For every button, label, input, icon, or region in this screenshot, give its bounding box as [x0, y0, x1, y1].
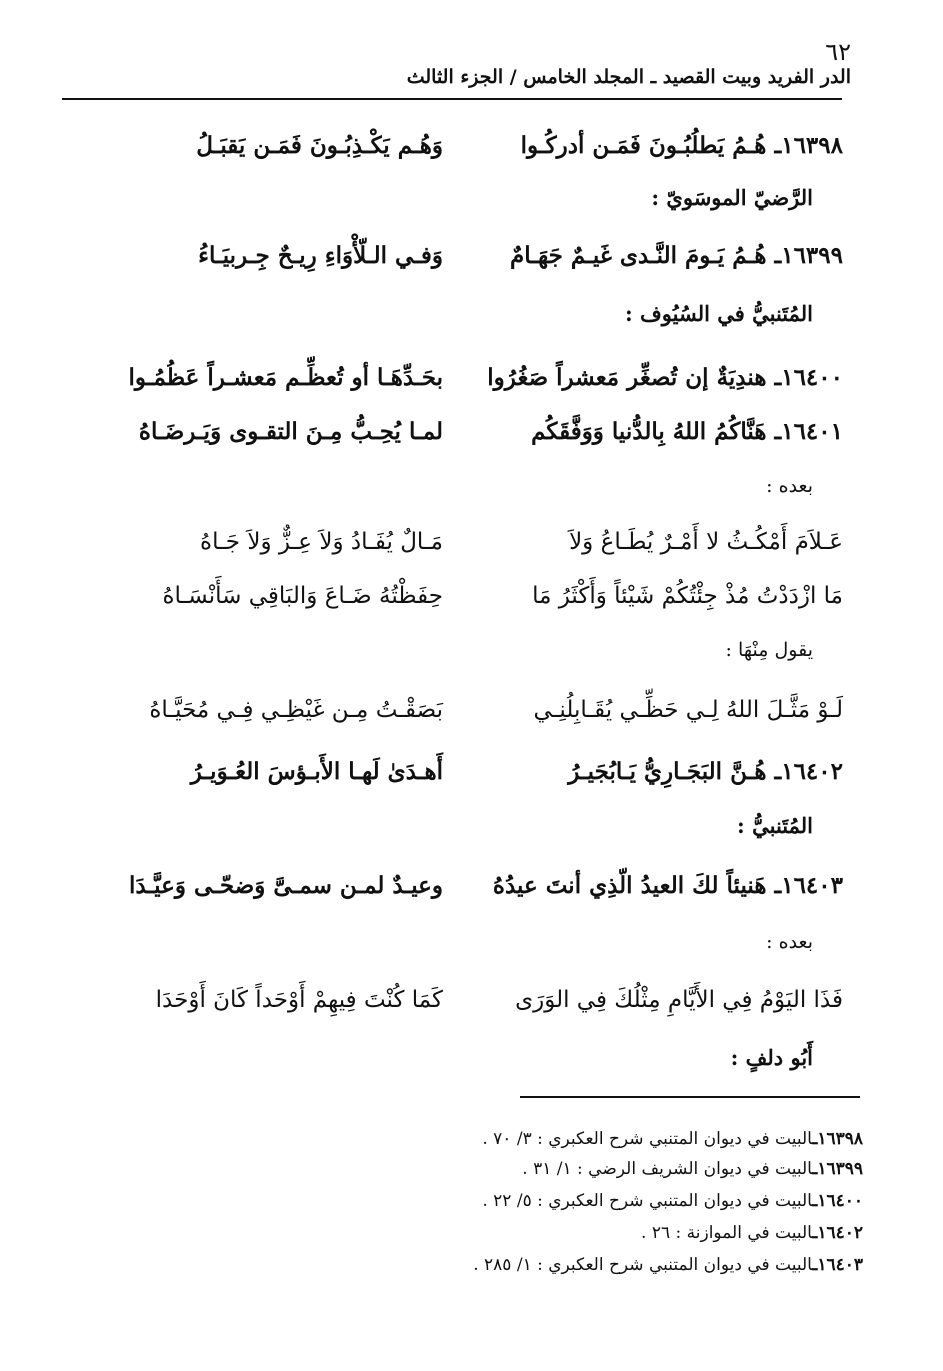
footnote-number: ١٦٤٠٢ـ [812, 1223, 863, 1243]
verse-row [0, 576, 943, 616]
verse-number: ١٦٣٩٨ـ [774, 132, 843, 159]
verse-second-hemistich: مَـالٌ يُفَـادُ وَلاَ عِـزٌّ وَلاَ جَـاهُ [200, 529, 443, 555]
verse-first-hemistich: فَذَا اليَوْمُ فِي الأَيَّامِ مِثْلُكَ فِي الوَرَى [515, 987, 843, 1013]
verse-row [0, 126, 943, 166]
footnote: ١٦٤٠٠ـالبيت في ديوان المتنبي شرح العكبري : ٥/ ٢٢ . [482, 1191, 863, 1211]
verse-first-hemistich: ١٦٤٠٣ـ هَنيئاً لكَ العيدُ الّذِي أنتَ عيدُهُ [492, 872, 843, 899]
verse-second-hemistich: بَصَقْـتُ مِـن غَيْظِـي فِـي مُحَيَّـاهُ [149, 697, 443, 723]
verse-first-hemistich: لَـوْ مَثَّـلَ اللهُ لِـي حَظِّـي يُقَـابِلُنِـي [533, 697, 843, 723]
verse-second-hemistich: بحَـدِّهَـا أو تُعظِّـم مَعشـراً عَظُمُـوا [128, 364, 443, 391]
verse-first-hemistich: ١٦٣٩٨ـ هُـمُ يَطلُبُـونَ فَمَـن أدركُـوا [520, 132, 843, 159]
verse-first-hemistich: ١٦٤٠٢ـ هُـنَّ البَجَـارِيُّ يَـابُجَيـرُ [568, 758, 843, 785]
verse-second-hemistich: وعيـدٌ لمـن سمـىَّ وَضحّـى وَعيَّـدَا [128, 872, 443, 899]
verse-row [0, 358, 943, 398]
verse-row [0, 866, 943, 906]
header-rule [62, 98, 842, 100]
verse-number: ١٦٣٩٩ـ [774, 242, 843, 269]
footnote-rule [520, 1096, 860, 1098]
verse-first-hemistich: ١٦٤٠١ـ هَنَّاكُمُ اللهُ بِالدُّنيا وَوَفَّقَكُم [531, 418, 843, 445]
footnote: ١٦٤٠٢ـالبيت في الموازنة : ٢٦ . [641, 1223, 863, 1243]
running-title: الدر الفريد وبيت القصيد ـ المجلد الخامس / الجزء الثالث [406, 66, 851, 88]
verse-second-hemistich: لمـا يُحِـبُّ مِـنَ التقـوى وَيَـرضَـاهُ [138, 418, 443, 445]
footnote-number: ١٦٣٩٨ـ [812, 1129, 863, 1149]
verse-number: ١٦٤٠٢ـ [774, 758, 843, 785]
footnote-number: ١٦٤٠٣ـ [812, 1255, 863, 1275]
verse-row [0, 522, 943, 562]
verse-second-hemistich: حِفَظْتُهُ ضَـاعَ وَالبَاقِي سَأَنْسَـاهُ [162, 583, 443, 609]
poet-label: المُتَنبيُّ في السُيُوف : [624, 301, 813, 326]
footnote-number: ١٦٤٠٠ـ [812, 1191, 863, 1211]
verse-row [0, 412, 943, 452]
verse-number: ١٦٤٠٠ـ [774, 364, 843, 391]
verse-row [0, 236, 943, 276]
verse-second-hemistich: كَمَا كُنْتَ فِيهِمْ أَوْحَداً كَانَ أَوْحَدَا [155, 987, 443, 1013]
poet-label: الرَّضيّ الموسَويّ : [651, 185, 813, 210]
verse-second-hemistich: وَهُـم يَكْـذِبُـونَ فَمَـن يَقبَـلُ [196, 132, 443, 159]
footnote: ١٦٣٩٩ـالبيت في ديوان الشريف الرضي : ١/ ٣١ . [522, 1159, 863, 1179]
verse-row [0, 690, 943, 730]
verse-number: ١٦٤٠٣ـ [774, 872, 843, 899]
verse-second-hemistich: وَفـي الـلّأْوَاءِ رِيـحٌ جِـربيَـاءُ [198, 242, 443, 269]
section-label: يقول مِنْهَا : [725, 639, 813, 661]
verse-first-hemistich: مَا ازْدَدْتُ مُذْ جِئْتُكُمْ شَيْئاً وَأَكْثَرُ مَا [532, 583, 843, 609]
verse-first-hemistich: ١٦٤٠٠ـ هندِيَةٌ إن تُصغِّر مَعشراً صَغُرُوا [487, 364, 843, 391]
verse-first-hemistich: عَـلاَمَ أَمْكُـثُ لا أَمْـرٌ يُطَـاعُ وَلاَ [569, 529, 843, 555]
section-label: بعده : [766, 475, 813, 497]
footnote-number: ١٦٣٩٩ـ [812, 1159, 863, 1179]
poet-label: أَبُو دلفٍ : [730, 1045, 813, 1070]
footnote: ١٦٣٩٨ـالبيت في ديوان المتنبي شرح العكبري : ٣/ ٧٠ . [482, 1129, 863, 1149]
verse-first-hemistich: ١٦٣٩٩ـ هُـمُ يَـومَ النَّـدى غَيـمٌ جَهَـامٌ [510, 242, 843, 269]
verse-number: ١٦٤٠١ـ [774, 418, 843, 445]
section-label: بعده : [766, 931, 813, 953]
verse-second-hemistich: أَهـدَىٰ لَهـا الأَبـؤسَ العُـوَيـرُ [190, 758, 443, 785]
verse-row [0, 980, 943, 1020]
poet-label: المُتَنبيُّ : [737, 813, 813, 838]
verse-row [0, 752, 943, 792]
footnote: ١٦٤٠٣ـالبيت في ديوان المتنبي شرح العكبري : ١/ ٢٨٥ . [473, 1255, 863, 1275]
page-number: ٦٢ [825, 38, 851, 66]
